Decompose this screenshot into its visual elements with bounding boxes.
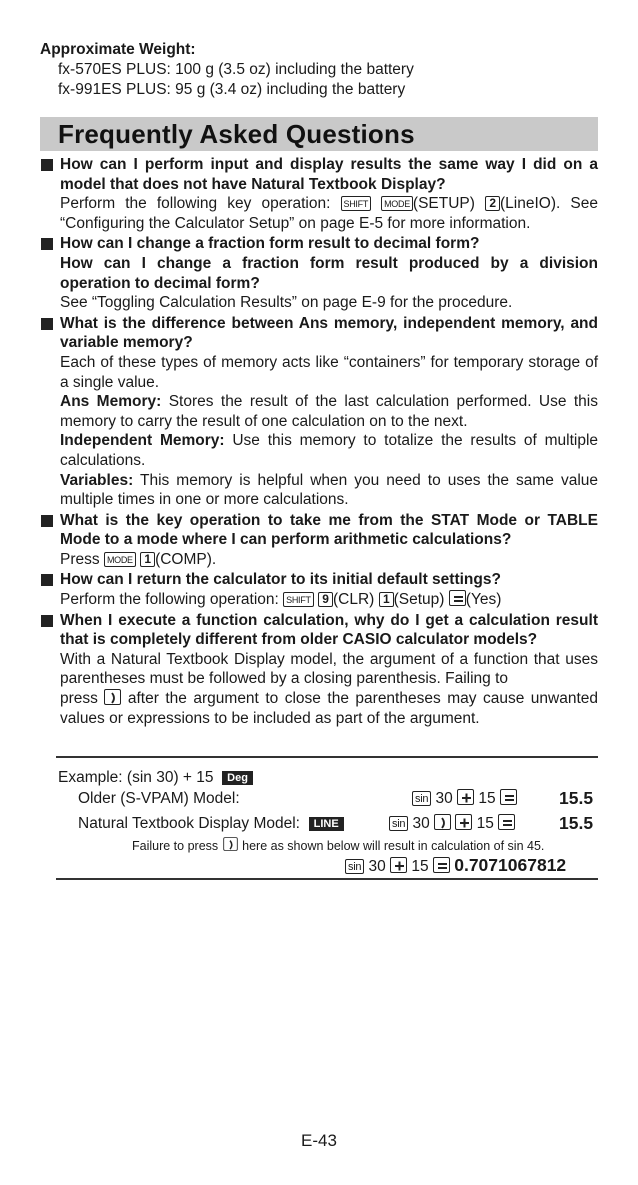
older-model-result: 15.5 [559,788,594,808]
two-key-icon: 2 [485,196,500,211]
faq-answer [60,550,598,570]
failure-result: 0.7071067812 [454,855,567,875]
answer-text: Perform the following operation: [60,591,279,609]
close-paren-key-icon [434,814,451,830]
natural-model-label-row [78,814,344,834]
faq-answer [60,689,598,728]
faq-question: What is the key operation to take me from the STAT Mode or TABLE Mode to a mode where I can perform arithmetic calculations? [60,511,598,549]
term-label: Independent Memory: [60,432,225,450]
faq-answer: With a Natural Textbook Display model, the argument of a function that uses parentheses must be followed by a closing parenthesis. Failing to [60,650,598,688]
faq-answer [60,392,598,431]
older-model-label: Older (S-VPAM) Model: [78,790,240,807]
deg-badge: Deg [222,771,253,785]
answer-text: (Yes) [465,591,502,609]
square-bullet-icon [41,515,53,527]
faq-title: Frequently Asked Questions [58,119,415,149]
example-box [56,756,598,880]
equals-key-icon [498,814,515,830]
weight-heading: Approximate Weight: [40,41,196,58]
equals-key-icon [500,789,517,805]
mode-key-icon: MODE [104,552,136,567]
number-text: 15 [478,790,496,807]
faq-answer: Each of these types of memory acts like “containers” for temporary storage of a single value. [60,353,598,391]
number-text: 30 [435,790,453,807]
faq-list [40,155,598,728]
square-bullet-icon [41,615,53,627]
one-key-icon: 1 [379,592,394,607]
one-key-icon: 1 [140,552,155,567]
plus-key-icon [455,814,472,830]
number-text: 30 [368,858,386,875]
number-text: 30 [412,815,430,832]
sin-key-icon: sin [389,816,408,831]
square-bullet-icon [41,159,53,171]
answer-text: Stores the result of the last calculation performed. Use this memory to carry the result of one calculation on to the next. [60,393,598,430]
answer-text: (LineIO). See [500,195,598,213]
shift-key-icon: SHIFT [341,196,372,211]
faq-item [40,611,598,729]
faq-item [40,314,598,510]
answer-text: This memory is helpful when you need to uses the same value multiple times in one or more calculations. [60,471,599,509]
sin-key-icon: sin [345,859,364,874]
answer-text: “Configuring the Calculator Setup” on page E-5 for more information. [60,214,531,232]
faq-answer [60,194,598,233]
answer-text: after the argument to close the parentheses may cause unwanted values or expressions to be included as part of the argument. [60,690,599,727]
square-bullet-icon [41,574,53,586]
close-paren-key-icon [223,837,237,851]
weight-section [40,40,600,100]
natural-model-label: Natural Textbook Display Model: [78,815,300,832]
faq-answer [60,590,598,610]
faq-question: How can I change a fraction form result to decimal form? [60,235,480,253]
answer-text: Perform the following key operation: [60,195,331,213]
example-label: Example: (sin 30) + 15 [58,769,214,786]
number-text: 15 [411,858,429,875]
page-number: E-43 [301,1131,337,1150]
faq-item [40,570,598,609]
failure-note [132,836,544,856]
faq-question: How can I change a fraction form result produced by a division operation to decimal form? [60,254,598,292]
close-paren-key-icon [104,689,121,705]
note-text: here as shown below will result in calculation of sin 45. [242,839,545,853]
equals-key-icon [433,857,450,873]
square-bullet-icon [41,318,53,330]
weight-line: fx-991ES PLUS: 95 g (3.4 oz) including the battery [58,81,406,98]
faq-answer [60,431,598,470]
older-model-keys [412,789,517,809]
answer-text: (Setup) [393,591,445,609]
term-label: Ans Memory: [60,393,162,411]
answer-text: Use this memory to totalize the results of multiple calculations. [60,432,599,469]
natural-model-result: 15.5 [559,813,594,833]
plus-key-icon [390,857,407,873]
faq-item [40,511,598,570]
plus-key-icon [457,789,474,805]
faq-item [40,155,598,233]
line-badge: LINE [309,817,344,831]
faq-title-bar [40,117,598,151]
mode-key-icon: MODE [381,196,413,211]
equals-key-icon [449,590,466,606]
faq-answer: See “Toggling Calculation Results” on page E-9 for the procedure. [60,294,513,312]
faq-item [40,234,598,312]
faq-question: When I execute a function calculation, why do I get a calculation result that is completely different from older CASIO calculator models? [60,611,598,649]
shift-key-icon: SHIFT [283,592,314,607]
example-header [58,768,253,788]
faq-question: How can I return the calculator to its initial default settings? [60,571,501,589]
sin-key-icon: sin [412,791,431,806]
weight-line: fx-570ES PLUS: 100 g (3.5 oz) including the battery [58,61,414,78]
answer-text: (COMP). [155,550,217,568]
answer-text: (SETUP) [412,195,475,213]
term-label: Variables: [60,471,134,489]
natural-model-keys [389,814,515,834]
faq-question: What is the difference between Ans memory, independent memory, and variable memory? [60,314,598,352]
answer-text: Press [60,550,100,568]
note-text: Failure to press [132,839,219,853]
faq-question: How can I perform input and display results the same way I did on a model that does not have Natural Textbook Display? [60,156,598,193]
answer-text: press [60,690,98,708]
square-bullet-icon [41,238,53,250]
answer-text: (CLR) [332,591,375,609]
number-text: 15 [476,815,494,832]
failure-keys [345,855,566,877]
faq-answer [60,471,598,510]
nine-key-icon: 9 [318,592,333,607]
